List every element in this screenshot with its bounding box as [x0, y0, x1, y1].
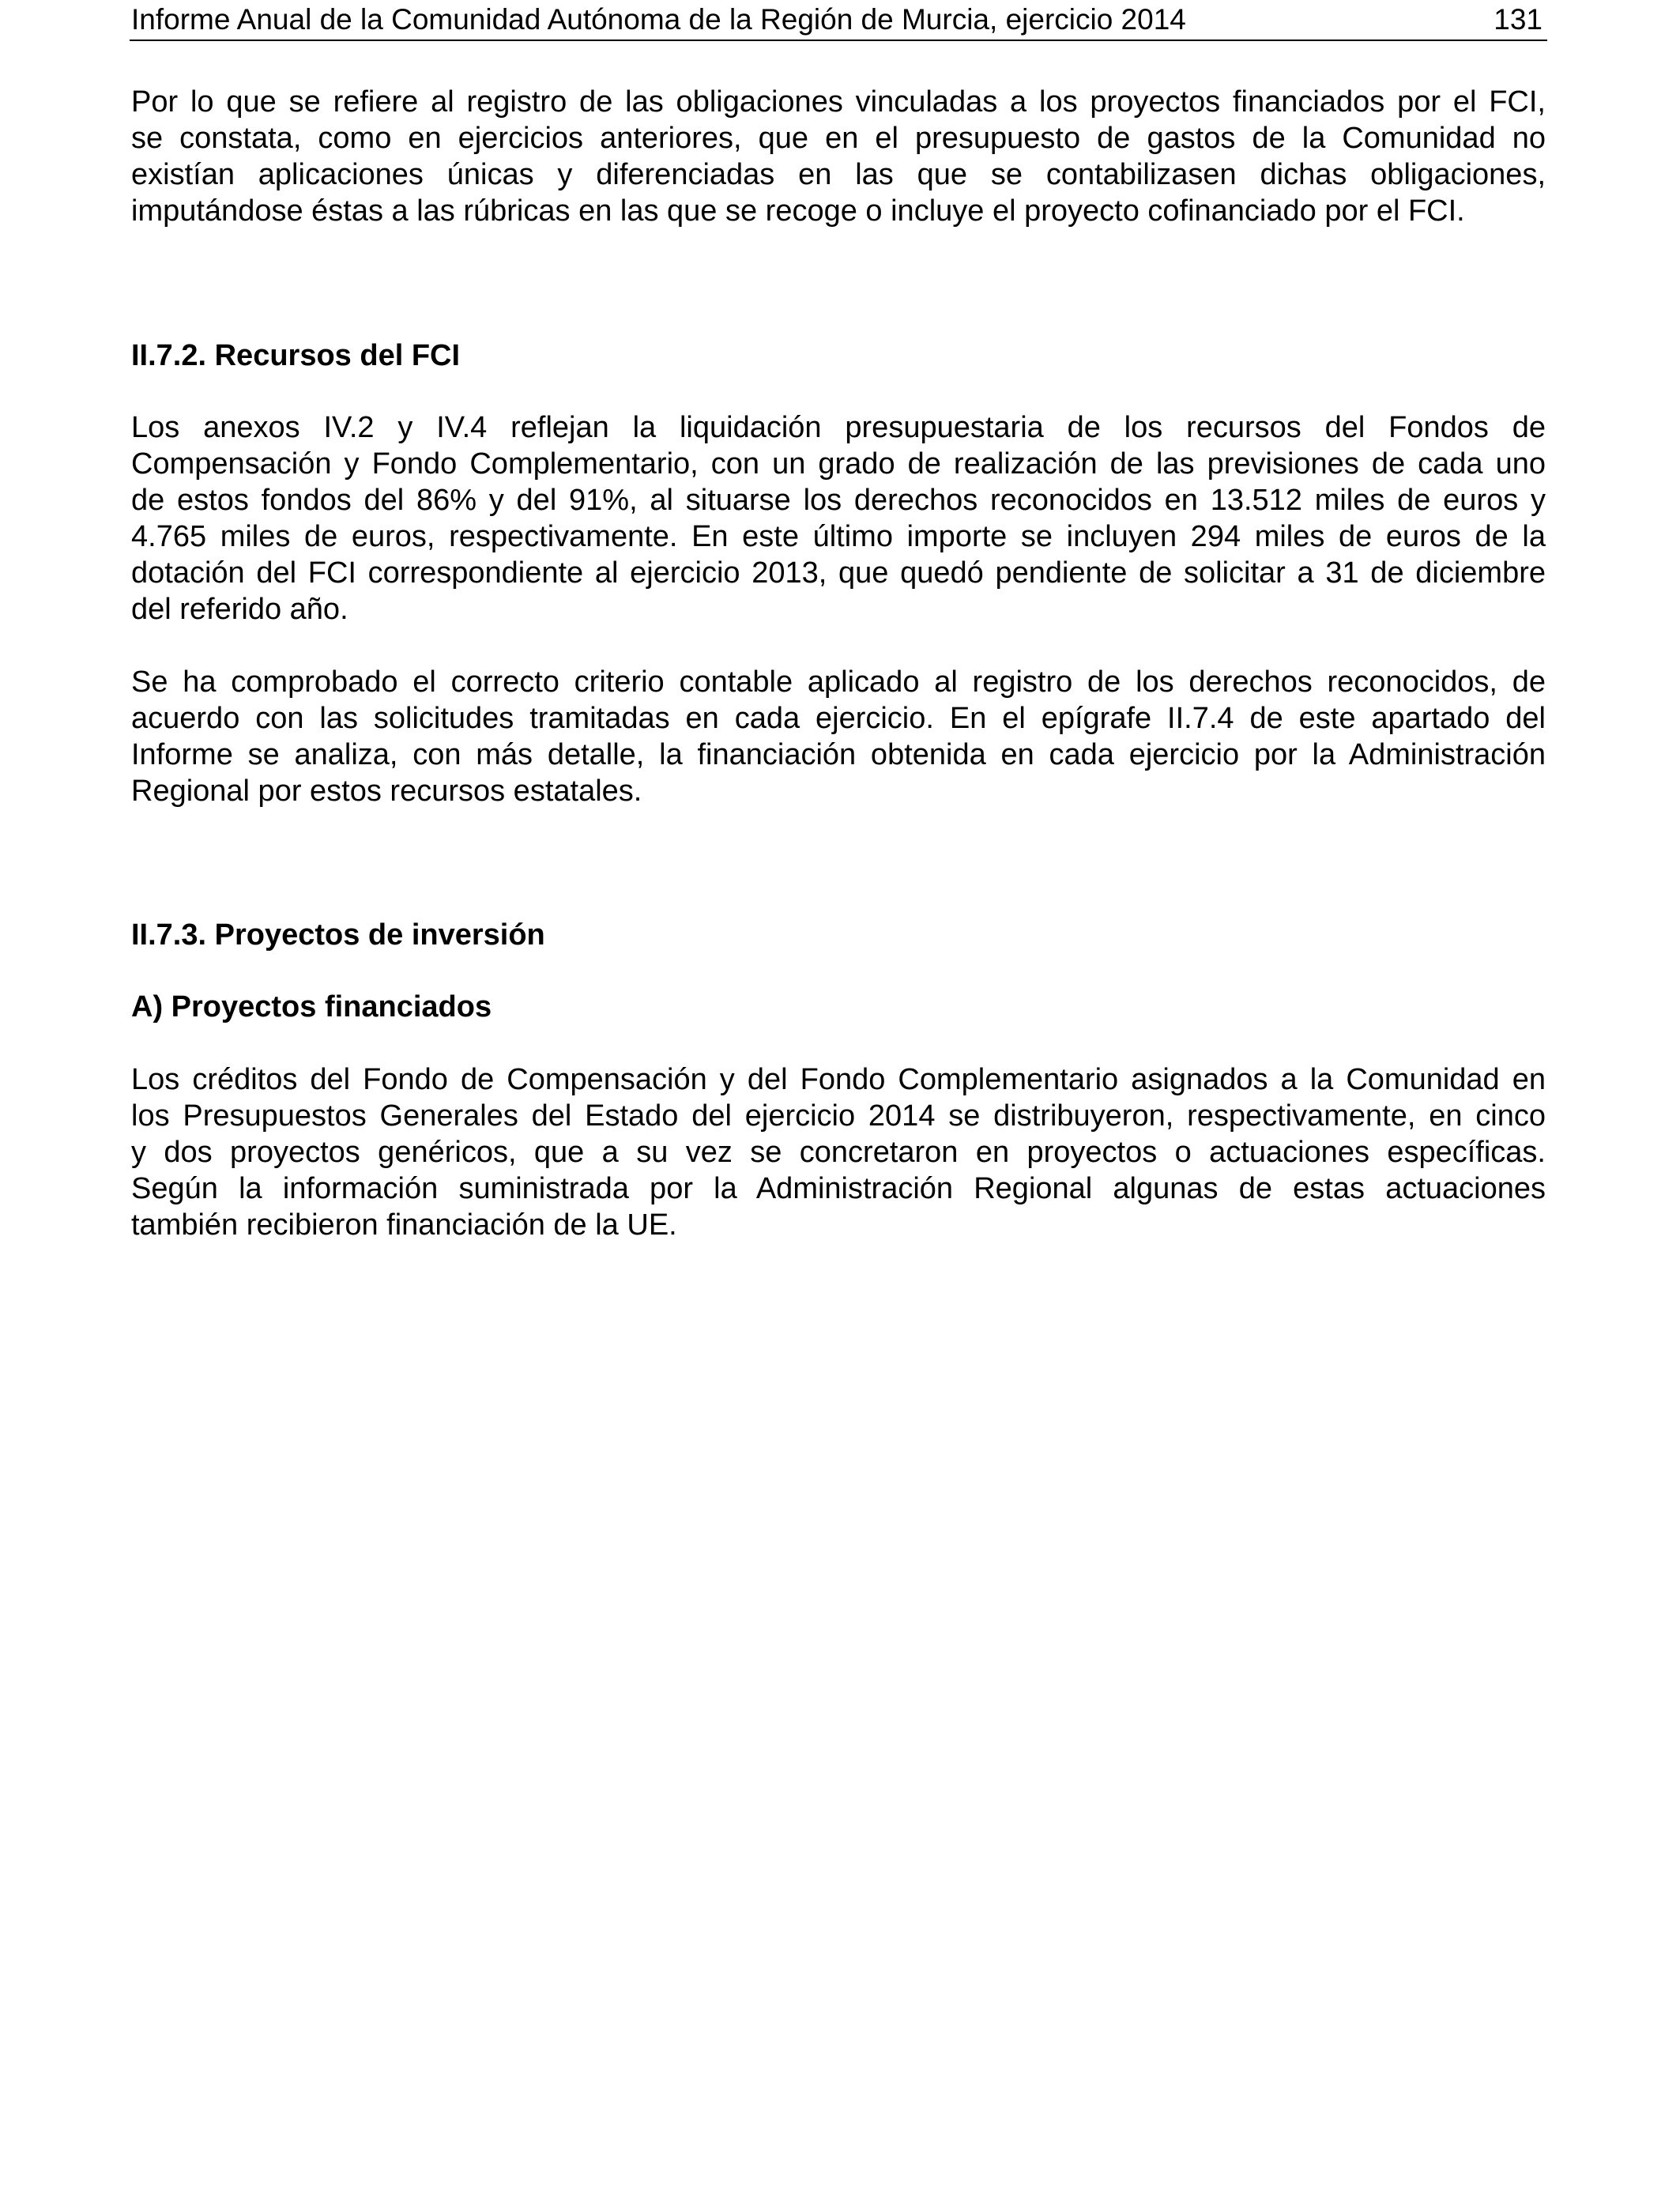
subheading-proyectos-financiados: A) Proyectos financiados	[131, 990, 492, 1023]
paragraph-line: imputándose éstas a las rúbricas en las que se recoge o incluye el proyecto cofinanciado por el FCI.	[131, 194, 1465, 228]
paragraph-line: Se ha comprobado el correcto criterio contable aplicado al registro de los derechos reconocidos, de	[131, 665, 1546, 699]
report-title: Informe Anual de la Comunidad Autónoma de la Región de Murcia, ejercicio 2014	[131, 3, 1186, 36]
paragraph-line: y dos proyectos genéricos, que a su vez se concretaron en proyectos o actuaciones específicas.	[131, 1136, 1546, 1169]
paragraph-line: Los créditos del Fondo de Compensación y del Fondo Complementario asignados a la Comunidad en	[131, 1063, 1546, 1096]
paragraph-line: Por lo que se refiere al registro de las obligaciones vinculadas a los proyectos financiados por el FCI,	[131, 85, 1546, 119]
section-heading-recursos-fci: II.7.2. Recursos del FCI	[131, 339, 461, 372]
section-heading-proyectos-inversion: II.7.3. Proyectos de inversión	[131, 918, 545, 952]
paragraph-line: acuerdo con las solicitudes tramitadas en cada ejercicio. En el epígrafe II.7.4 de este apartado del	[131, 702, 1546, 735]
paragraph-line: Compensación y Fondo Complementario, con un grado de realización de las previsiones de cada uno	[131, 447, 1546, 481]
paragraph-anexos	[131, 409, 1546, 628]
paragraph-line: se constata, como en ejercicios anteriores, que en el presupuesto de gastos de la Comunidad no	[131, 122, 1546, 155]
paragraph-line: Informe se analiza, con más detalle, la financiación obtenida en cada ejercicio por la Administración	[131, 738, 1546, 771]
paragraph-line: dotación del FCI correspondiente al ejercicio 2013, que quedó pendiente de solicitar a 31 de diciembre	[131, 556, 1546, 590]
paragraph-line: del referido año.	[131, 593, 348, 626]
paragraph-line: los Presupuestos Generales del Estado del ejercicio 2014 se distribuyeron, respectivamente, en cinco	[131, 1099, 1546, 1133]
running-header	[130, 0, 1547, 41]
page-number: 131	[1494, 3, 1543, 36]
paragraph-line: existían aplicaciones únicas y diferenciadas en las que se contabilizasen dichas obligaciones,	[131, 158, 1546, 191]
paragraph-line: Los anexos IV.2 y IV.4 reflejan la liquidación presupuestaria de los recursos del Fondos de	[131, 411, 1546, 444]
paragraph-line: también recibieron financiación de la UE.	[131, 1208, 677, 1242]
paragraph-line: 4.765 miles de euros, respectivamente. En este último importe se incluyen 294 miles de euros de la	[131, 520, 1546, 553]
paragraph-criterio-contable	[131, 664, 1546, 809]
paragraph-fci-obligations	[131, 84, 1546, 229]
paragraph-line: de estos fondos del 86% y del 91%, al situarse los derechos reconocidos en 13.512 miles de euros y	[131, 484, 1546, 517]
paragraph-line: Según la información suministrada por la Administración Regional algunas de estas actuaciones	[131, 1172, 1546, 1205]
paragraph-creditos-fondo	[131, 1061, 1546, 1243]
paragraph-line: Regional por estos recursos estatales.	[131, 775, 642, 808]
